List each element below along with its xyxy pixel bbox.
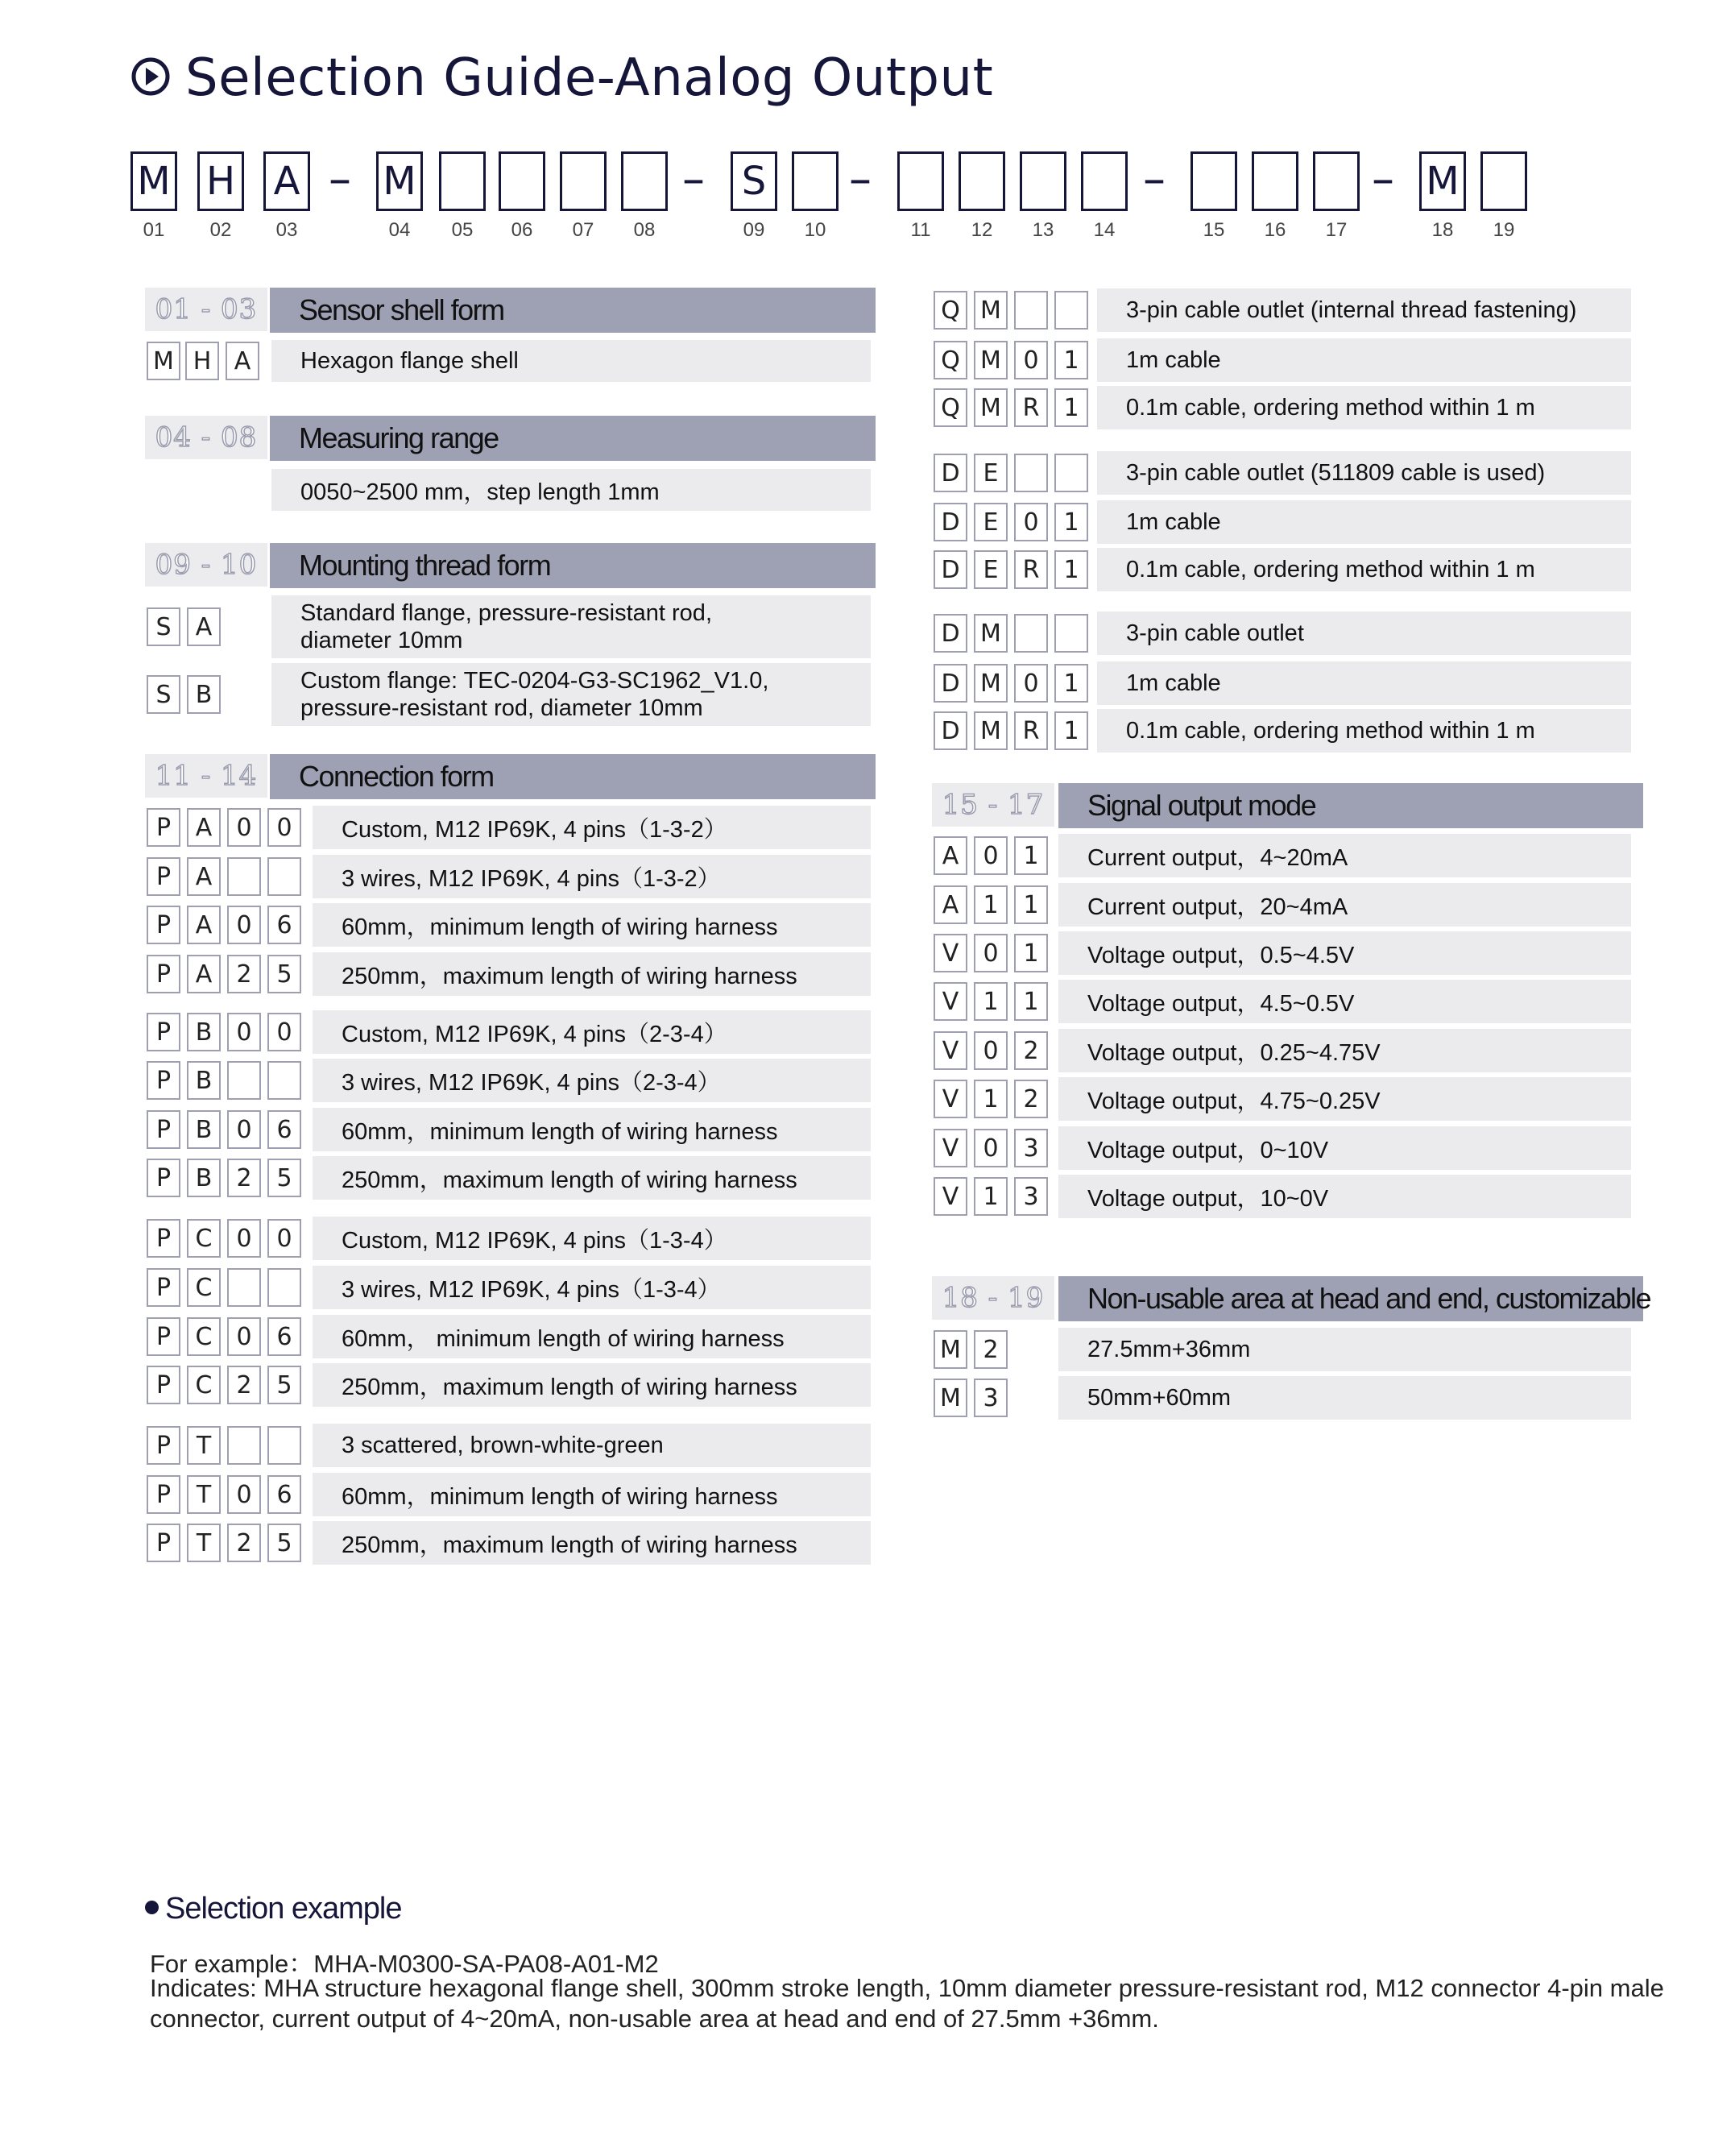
code-position-12: 12 [971,219,993,241]
connection-code-cell: 0 [227,808,261,847]
connection-code-cell: T [187,1524,221,1562]
shell-code-cell: H [185,342,219,380]
shell-description: Hexagon flange shell [271,340,871,382]
signal-code-cell: V [934,1031,967,1070]
nonusable-section-label: 18 - 19 [932,1276,1054,1320]
signal-code-cell: V [934,1080,967,1118]
connection-code-cell: 0 [227,1219,261,1258]
signal-code-cell: 1 [1014,836,1048,875]
signal-code-cell: 2 [1014,1080,1048,1118]
connection-description: 60mm，minimum length of wiring harness [313,1473,871,1516]
code-separator-dash: – [1143,153,1166,205]
connection-code-cell: P [147,1426,180,1465]
code-box-02: H [197,151,244,211]
cable-code-cell: Q [934,341,967,379]
code-position-01: 01 [143,219,165,241]
connection-code-cell: 6 [267,1110,301,1149]
cable-code-cell: D [934,550,967,589]
code-position-03: 03 [275,219,298,241]
signal-description: Current output，4~20mA [1058,834,1631,877]
nonusable-description: 50mm+60mm [1058,1376,1631,1420]
code-position-06: 06 [511,219,533,241]
cable-code-cell [1014,291,1048,330]
connection-code-cell: 0 [227,1013,261,1051]
connection-code-cell [227,1426,261,1465]
code-box-15 [1190,151,1237,211]
connection-code-cell: P [147,1159,180,1197]
thread-section-title: Mounting thread form [270,543,876,588]
connection-code-cell: 2 [227,955,261,993]
connection-code-cell: 0 [227,1317,261,1356]
connection-description: 3 wires, M12 IP69K, 4 pins（2-3-4） [313,1059,871,1102]
example-description-line-1: Indicates: MHA structure hexagonal flange shell, 300mm stroke length, 10mm diameter pressure-resistant rod, M12 connector 4-pin male [150,1974,1664,2002]
bullet-icon [145,1901,159,1914]
signal-description: Voltage output，0.25~4.75V [1058,1029,1631,1072]
signal-code-cell: 2 [1014,1031,1048,1070]
connection-description: 250mm，maximum length of wiring harness [313,1363,871,1407]
cable-code-cell: E [974,550,1008,589]
cable-code-cell [1054,614,1088,653]
signal-code-cell: V [934,1177,967,1216]
cable-code-cell: 1 [1054,664,1088,703]
cable-code-cell: D [934,664,967,703]
connection-description: Custom, M12 IP69K, 4 pins（1-3-2） [313,806,871,849]
connection-code-cell: 6 [267,906,301,944]
cable-description: 0.1m cable, ordering method within 1 m [1097,548,1631,591]
code-position-14: 14 [1093,219,1116,241]
signal-code-cell: 1 [1014,885,1048,924]
code-position-18: 18 [1431,219,1454,241]
shell-section-title: Sensor shell form [270,288,876,333]
cable-code-cell: 0 [1014,503,1048,541]
cable-code-cell: R [1014,388,1048,427]
connection-code-cell: 0 [267,1219,301,1258]
connection-code-cell: T [187,1426,221,1465]
signal-code-cell: V [934,982,967,1021]
cable-code-cell: Q [934,388,967,427]
connection-description: 3 wires, M12 IP69K, 4 pins（1-3-2） [313,855,871,898]
cable-code-cell: 1 [1054,711,1088,750]
connection-code-cell: A [187,857,221,896]
connection-code-cell: P [147,1219,180,1258]
connection-code-cell [227,1061,261,1100]
nonusable-code-cell: M [934,1379,967,1417]
connection-code-cell: B [187,1013,221,1051]
cable-code-cell: M [974,614,1008,653]
signal-code-cell: 1 [974,885,1008,924]
signal-code-cell: 1 [974,982,1008,1021]
signal-code-cell: 0 [974,1031,1008,1070]
cable-code-cell [1014,614,1048,653]
code-position-02: 02 [209,219,232,241]
connection-code-cell: 5 [267,1159,301,1197]
signal-code-cell: 1 [974,1080,1008,1118]
code-position-19: 19 [1493,219,1515,241]
connection-section-label: 11 - 14 [145,754,267,798]
connection-code-cell [267,1268,301,1307]
code-box-19 [1480,151,1527,211]
connection-description: 60mm， minimum length of wiring harness [313,1315,871,1358]
cable-code-cell: Q [934,291,967,330]
code-position-09: 09 [743,219,765,241]
connection-code-cell [267,1061,301,1100]
thread-section-label: 09 - 10 [145,543,267,587]
connection-code-cell [227,857,261,896]
cable-description: 0.1m cable, ordering method within 1 m [1097,709,1631,753]
connection-code-cell: 2 [227,1524,261,1562]
signal-code-cell: 0 [974,836,1008,875]
nonusable-section-title: Non-usable area at head and end, customizable [1058,1276,1643,1321]
connection-code-cell: 2 [227,1159,261,1197]
signal-description: Voltage output，4.75~0.25V [1058,1077,1631,1121]
code-box-04: M [376,151,423,211]
cable-code-cell: 0 [1014,664,1048,703]
connection-code-cell: 5 [267,955,301,993]
code-box-09: S [731,151,777,211]
connection-code-cell: 5 [267,1524,301,1562]
signal-code-cell: 1 [1014,934,1048,972]
code-box-17 [1313,151,1360,211]
connection-code-cell: 6 [267,1475,301,1514]
cable-code-cell [1054,454,1088,492]
signal-description: Voltage output，4.5~0.5V [1058,980,1631,1023]
signal-section-label: 15 - 17 [932,783,1054,827]
cable-code-cell: D [934,614,967,653]
cable-code-cell: 1 [1054,388,1088,427]
connection-code-cell: P [147,1524,180,1562]
connection-description: Custom, M12 IP69K, 4 pins（2-3-4） [313,1010,871,1054]
connection-code-cell: C [187,1219,221,1258]
cable-description: 1m cable [1097,500,1631,544]
code-position-16: 16 [1264,219,1286,241]
connection-description: 250mm，maximum length of wiring harness [313,1521,871,1565]
cable-code-cell: 0 [1014,341,1048,379]
signal-description: Voltage output，0.5~4.5V [1058,931,1631,975]
code-position-05: 05 [451,219,474,241]
cable-code-cell: M [974,291,1008,330]
code-box-03: A [263,151,310,211]
example-heading: Selection example [145,1892,402,1926]
connection-description: 60mm，minimum length of wiring harness [313,1108,871,1151]
connection-code-cell: P [147,1475,180,1514]
range-section-label: 04 - 08 [145,416,267,459]
connection-code-cell: T [187,1475,221,1514]
shell-section-label: 01 - 03 [145,288,267,331]
signal-code-cell: 3 [1014,1129,1048,1167]
cable-code-cell: E [974,503,1008,541]
code-box-12 [959,151,1005,211]
connection-code-cell: B [187,1110,221,1149]
connection-code-cell: P [147,1013,180,1051]
connection-code-cell: C [187,1317,221,1356]
nonusable-code-cell: 2 [974,1330,1008,1369]
connection-code-cell: P [147,955,180,993]
signal-description: Voltage output，0~10V [1058,1126,1631,1170]
connection-code-cell: 5 [267,1366,301,1404]
connection-code-cell [227,1268,261,1307]
connection-code-cell: B [187,1159,221,1197]
connection-code-cell: P [147,857,180,896]
thread-code-cell: A [187,607,221,646]
code-position-08: 08 [633,219,656,241]
cable-description: 3-pin cable outlet [1097,612,1631,655]
code-position-11: 11 [910,219,931,241]
range-description: 0050~2500 mm，step length 1mm [271,469,871,511]
thread-code-cell: S [147,675,180,714]
code-separator-dash: – [1372,153,1394,205]
connection-code-cell: P [147,1110,180,1149]
cable-description: 1m cable [1097,338,1631,382]
example-code-line: For example：MHA-M0300-SA-PA08-A01-M2 [150,1950,659,1978]
cable-code-cell: E [974,454,1008,492]
nonusable-code-cell: 3 [974,1379,1008,1417]
signal-code-cell: 0 [974,1129,1008,1167]
connection-description: 250mm，maximum length of wiring harness [313,952,871,996]
code-box-14 [1081,151,1128,211]
nonusable-description: 27.5mm+36mm [1058,1328,1631,1371]
connection-code-cell: P [147,906,180,944]
cable-code-cell [1054,291,1088,330]
connection-section-title: Connection form [270,754,876,799]
cable-code-cell: D [934,503,967,541]
code-box-10 [792,151,839,211]
connection-code-cell: A [187,808,221,847]
cable-code-cell: M [974,388,1008,427]
connection-code-cell: C [187,1268,221,1307]
connection-code-cell [267,1426,301,1465]
connection-code-cell: A [187,955,221,993]
thread-description: Custom flange: TEC-0204-G3-SC1962_V1.0, pressure-resistant rod, diameter 10mm [271,663,871,726]
thread-description: Standard flange, pressure-resistant rod, diameter 10mm [271,595,871,658]
cable-code-cell: M [974,664,1008,703]
connection-code-cell: C [187,1366,221,1404]
play-circle-icon [130,56,171,97]
signal-code-cell: V [934,934,967,972]
signal-code-cell: A [934,836,967,875]
connection-code-cell: P [147,808,180,847]
connection-description: 60mm，minimum length of wiring harness [313,903,871,947]
code-separator-dash: – [849,153,872,205]
signal-code-cell: 1 [974,1177,1008,1216]
cable-code-cell: D [934,711,967,750]
shell-code-cell: A [226,342,259,380]
connection-code-cell: B [187,1061,221,1100]
connection-description: 3 wires, M12 IP69K, 4 pins（1-3-4） [313,1266,871,1309]
code-box-05 [439,151,486,211]
connection-code-cell: P [147,1061,180,1100]
connection-code-cell: 0 [227,1110,261,1149]
cable-code-cell: R [1014,711,1048,750]
signal-code-cell: 0 [974,934,1008,972]
code-box-01: M [130,151,177,211]
code-box-13 [1020,151,1066,211]
signal-code-cell: A [934,885,967,924]
cable-description: 1m cable [1097,661,1631,705]
shell-code-cell: M [147,342,180,380]
code-box-11 [897,151,944,211]
cable-code-cell: D [934,454,967,492]
cable-code-cell: 1 [1054,341,1088,379]
signal-code-cell: 1 [1014,982,1048,1021]
example-description-line-2: connector, current output of 4~20mA, non-usable area at head and end of 27.5mm +36mm. [150,2005,1159,2033]
connection-description: Custom, M12 IP69K, 4 pins（1-3-4） [313,1217,871,1260]
cable-code-cell: M [974,711,1008,750]
thread-code-cell: B [187,675,221,714]
page-title: Selection Guide-Analog Output [185,48,994,108]
code-position-13: 13 [1032,219,1054,241]
connection-code-cell: P [147,1268,180,1307]
code-box-18: M [1419,151,1466,211]
cable-description: 3-pin cable outlet (internal thread fastening) [1097,288,1631,332]
code-position-04: 04 [388,219,411,241]
signal-description: Voltage output，10~0V [1058,1175,1631,1218]
code-separator-dash: – [682,153,705,205]
connection-code-cell: A [187,906,221,944]
cable-code-cell: 1 [1054,503,1088,541]
connection-code-cell: P [147,1317,180,1356]
nonusable-code-cell: M [934,1330,967,1369]
code-position-10: 10 [804,219,826,241]
signal-description: Current output，20~4mA [1058,883,1631,927]
cable-code-cell: R [1014,550,1048,589]
code-box-08 [621,151,668,211]
connection-code-cell: P [147,1366,180,1404]
code-box-16 [1252,151,1298,211]
connection-description: 250mm，maximum length of wiring harness [313,1156,871,1200]
signal-section-title: Signal output mode [1058,783,1643,828]
cable-description: 3-pin cable outlet (511809 cable is used) [1097,451,1631,495]
thread-code-cell: S [147,607,180,646]
code-separator-dash: – [329,153,351,205]
code-position-15: 15 [1203,219,1225,241]
cable-code-cell [1014,454,1048,492]
code-position-07: 07 [572,219,594,241]
connection-code-cell: 6 [267,1317,301,1356]
connection-code-cell [267,857,301,896]
cable-code-cell: 1 [1054,550,1088,589]
connection-description: 3 scattered, brown-white-green [313,1424,871,1467]
code-position-17: 17 [1325,219,1348,241]
cable-description: 0.1m cable, ordering method within 1 m [1097,386,1631,429]
cable-code-cell: M [974,341,1008,379]
signal-code-cell: V [934,1129,967,1167]
connection-code-cell: 2 [227,1366,261,1404]
connection-code-cell: 0 [227,906,261,944]
signal-code-cell: 3 [1014,1177,1048,1216]
connection-code-cell: 0 [227,1475,261,1514]
code-box-06 [499,151,545,211]
connection-code-cell: 0 [267,1013,301,1051]
code-box-07 [560,151,607,211]
range-section-title: Measuring range [270,416,876,461]
connection-code-cell: 0 [267,808,301,847]
